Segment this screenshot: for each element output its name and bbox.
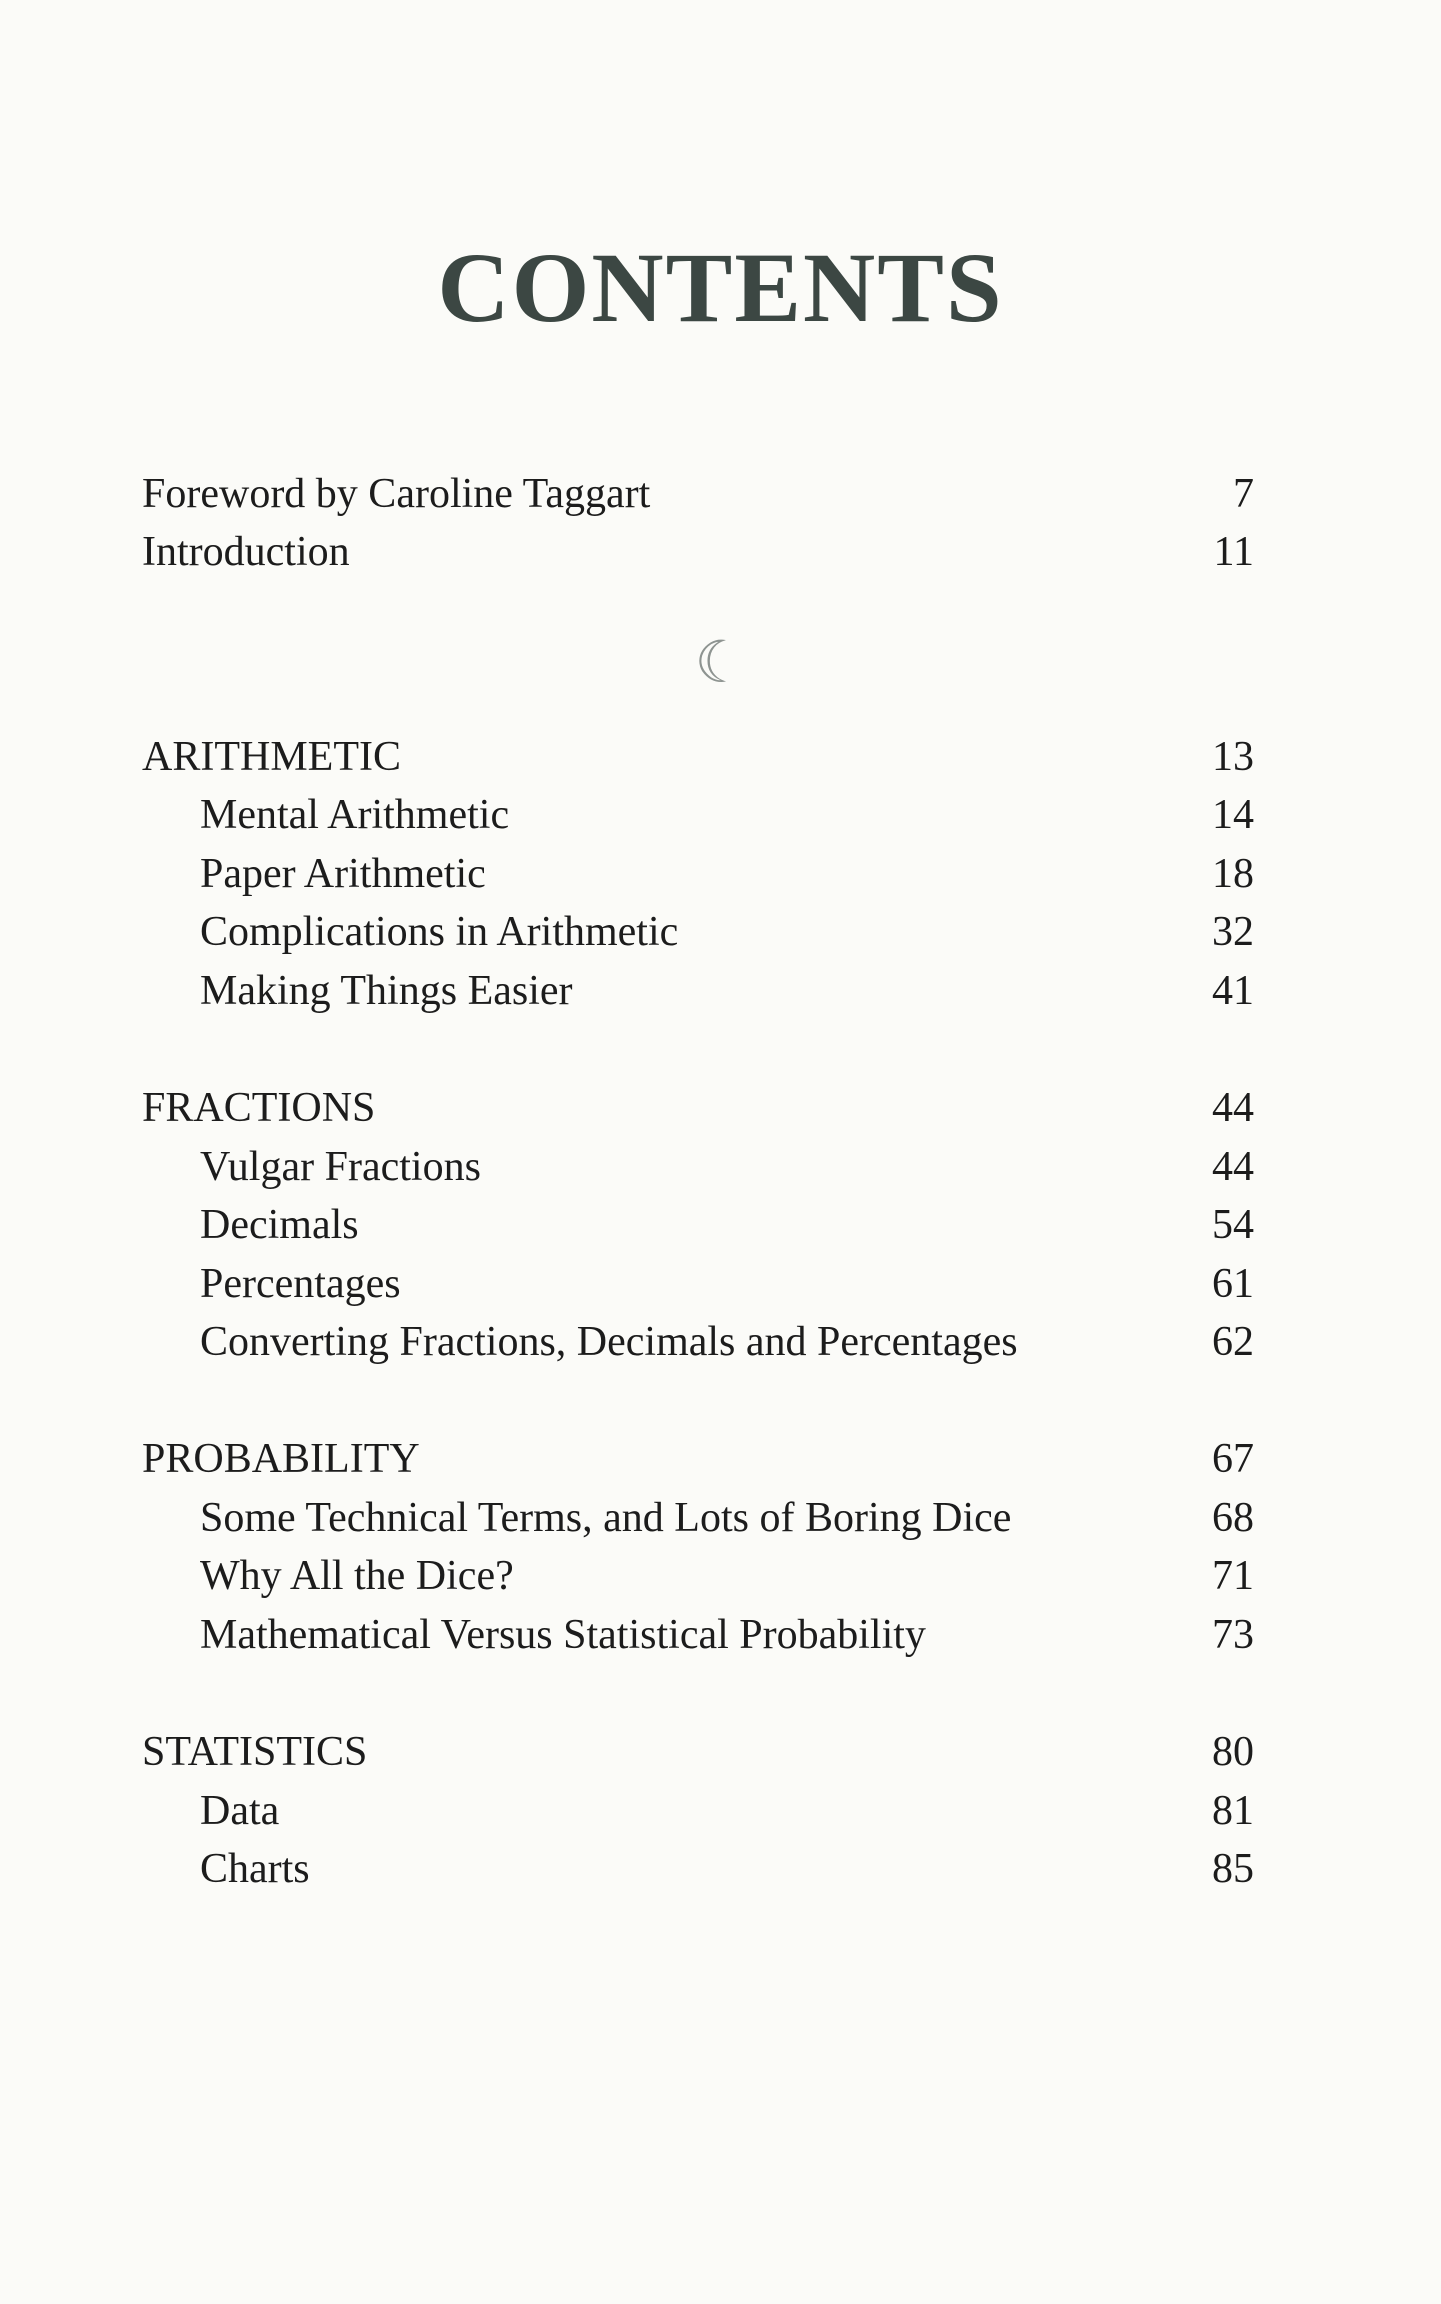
toc-entry-page: 68	[1212, 1495, 1254, 1541]
toc-entry-page: 7	[1233, 471, 1254, 517]
toc-entry-label: Complications in Arithmetic	[200, 909, 679, 955]
toc-entry-label: Paper Arithmetic	[200, 851, 486, 897]
toc-entry-label: Mathematical Versus Statistical Probability	[200, 1612, 926, 1658]
toc-section-heading: STATISTICS	[142, 1729, 368, 1775]
toc-entry-page: 62	[1212, 1319, 1254, 1365]
toc-entry	[142, 1548, 1254, 1604]
toc-entry-label: Percentages	[200, 1261, 401, 1307]
toc-entry-page: 13	[1212, 734, 1254, 780]
page-title: CONTENTS	[437, 232, 1004, 343]
toc-entry	[142, 1314, 1254, 1370]
toc-entry-label: Data	[200, 1788, 280, 1834]
toc-entry-page: 80	[1212, 1729, 1254, 1775]
toc-entry-page: 18	[1212, 851, 1254, 897]
toc-entry	[142, 1197, 1254, 1253]
toc-entry	[142, 846, 1254, 902]
toc-entry-foreword	[142, 466, 1254, 522]
toc-entry	[142, 787, 1254, 843]
toc-entry-page: 41	[1212, 968, 1254, 1014]
toc-entry-label: Vulgar Fractions	[200, 1144, 481, 1190]
toc-entry-page: 61	[1212, 1261, 1254, 1307]
toc-entry-label: Mental Arithmetic	[200, 792, 510, 838]
crescent-ornament-icon: ☾	[694, 630, 747, 695]
toc-entry-label: Converting Fractions, Decimals and Percentages	[200, 1319, 1018, 1365]
toc-entry-label: Decimals	[200, 1202, 359, 1248]
toc-entry-page: 71	[1212, 1553, 1254, 1599]
toc-entry	[142, 1607, 1254, 1663]
toc-entry	[142, 1490, 1254, 1546]
toc-entry	[142, 904, 1254, 960]
toc-entry-introduction	[142, 524, 1254, 580]
toc-entry-label: Some Technical Terms, and Lots of Boring Dice	[200, 1495, 1012, 1541]
toc-entry-label: Charts	[200, 1846, 310, 1892]
toc-entry-page: 32	[1212, 909, 1254, 955]
toc-section-heading: PROBABILITY	[142, 1436, 420, 1482]
toc-entry-label: Foreword by Caroline Taggart	[142, 471, 651, 517]
toc-entry-page: 54	[1212, 1202, 1254, 1248]
toc-entry-page: 44	[1212, 1144, 1254, 1190]
toc-entry-page: 14	[1212, 792, 1254, 838]
toc-section-heading: FRACTIONS	[142, 1085, 376, 1131]
toc-entry-page: 11	[1213, 529, 1254, 575]
toc-entry	[142, 1139, 1254, 1195]
toc-entry	[142, 963, 1254, 1019]
toc-section-heading: ARITHMETIC	[142, 734, 401, 780]
toc-entry	[142, 1841, 1254, 1897]
toc-entry	[142, 1783, 1254, 1839]
toc-entry-page: 85	[1212, 1846, 1254, 1892]
toc-entry	[142, 1256, 1254, 1312]
toc-entry-label: Introduction	[142, 529, 350, 575]
toc-section-probability	[142, 1431, 1254, 1487]
toc-entry-page: 44	[1212, 1085, 1254, 1131]
toc-section-arithmetic	[142, 729, 1254, 785]
toc-entry-page: 73	[1212, 1612, 1254, 1658]
toc-entry-label: Making Things Easier	[200, 968, 573, 1014]
toc-entry-page: 81	[1212, 1788, 1254, 1834]
toc-section-fractions	[142, 1080, 1254, 1136]
toc-section-statistics	[142, 1724, 1254, 1780]
toc-entry-label: Why All the Dice?	[200, 1553, 514, 1599]
toc-entry-page: 67	[1212, 1436, 1254, 1482]
